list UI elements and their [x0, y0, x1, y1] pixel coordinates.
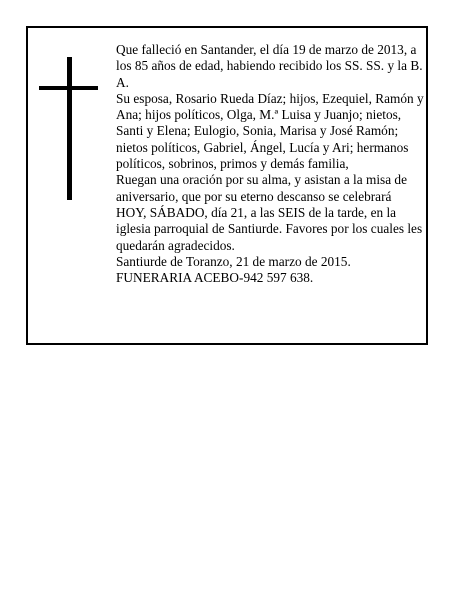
place-and-date: Santiurde de Toranzo, 21 de marzo de 2015.: [116, 253, 351, 269]
family-list: Su esposa, Rosario Rueda Díaz; hijos, Ezequiel, Ramón y Ana; hijos políticos, Olga, M.ª Luisa y Juanjo; nietos, Santi y Elena; Eulogio, Sonia, Marisa y José Ramón; nietos políticos, Gabriel, Ángel, Lucía y Ari; hermanos políticos, sobrinos, primos y demás familia,: [116, 90, 424, 172]
cross-horizontal-bar: [39, 86, 98, 90]
mass-invitation: Ruegan una oración por su alma, y asistan a la misa de aniversario, que por su eterno descanso se celebrará HOY, SÁBADO, día 21, a las SEIS de la tarde, en la iglesia parroquial de Santiurde. Favores por los cuales les quedarán agradecidos.: [116, 172, 423, 253]
funeral-home: FUNERARIA ACEBO-942 597 638.: [116, 270, 314, 286]
cross-vertical-bar: [67, 57, 72, 200]
notice-body: [116, 42, 424, 286]
obituary-notice: [26, 26, 428, 345]
death-announcement: Que falleció en Santander, el día 19 de marzo de 2013, a los 85 años de edad, habiendo recibido los SS. SS. y la B. A.: [116, 42, 423, 90]
